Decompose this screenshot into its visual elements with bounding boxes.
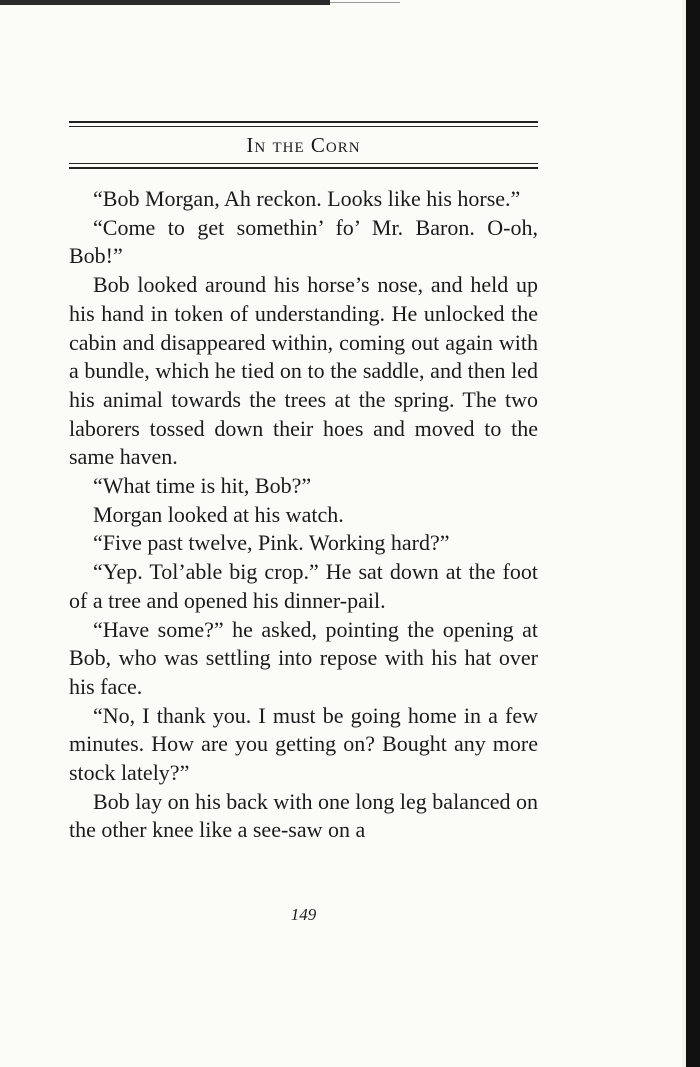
paragraph: “Have some?” he asked, pointing the opening at Bob, who was settling into repose with his hat over his face. <box>69 616 538 699</box>
scan-top-edge-faint <box>330 2 400 3</box>
paragraph: “Five past twelve, Pink. Working hard?” <box>93 530 450 556</box>
scan-right-edge <box>686 0 700 1067</box>
paragraph: “Bob Morgan, Ah reckon. Looks like his horse.” <box>93 186 521 211</box>
paragraph: Bob lay on his back with one long leg balanced on the other knee like a see-saw on a <box>69 788 538 843</box>
paragraph: “No, I thank you. I must be going home in a few minutes. How are you getting on? Bought any more stock lately?” <box>69 702 538 786</box>
paragraph: Bob looked around his horse’s nose, and held up his hand in token of understanding. He unlocked the cabin and disappeared within, coming out again with a bundle, which he tied on to the saddle, and then led his animal towards the trees at the spring. The two laborers tossed down their hoes and moved to the same haven. <box>69 272 538 470</box>
paragraph: Morgan looked at his watch. <box>93 501 344 527</box>
body-text <box>69 185 538 845</box>
header-rule-top-thin <box>69 126 538 127</box>
paragraph: “What time is hit, Bob?” <box>93 473 312 499</box>
page-number: 149 <box>290 905 317 924</box>
paragraph: “Come to get somethin’ fo’ Mr. Baron. O-oh, Bob!” <box>69 214 538 269</box>
header-rule-bottom-thick <box>69 167 538 169</box>
paragraph: “Yep. Tol’able big crop.” He sat down at the foot of a tree and opened his dinner-pail. <box>69 559 538 613</box>
header-rule-top-thick <box>69 121 538 123</box>
scan-top-edge <box>0 0 330 5</box>
header-rule-bottom-thin <box>69 163 538 164</box>
running-header: In the Corn <box>246 133 361 157</box>
